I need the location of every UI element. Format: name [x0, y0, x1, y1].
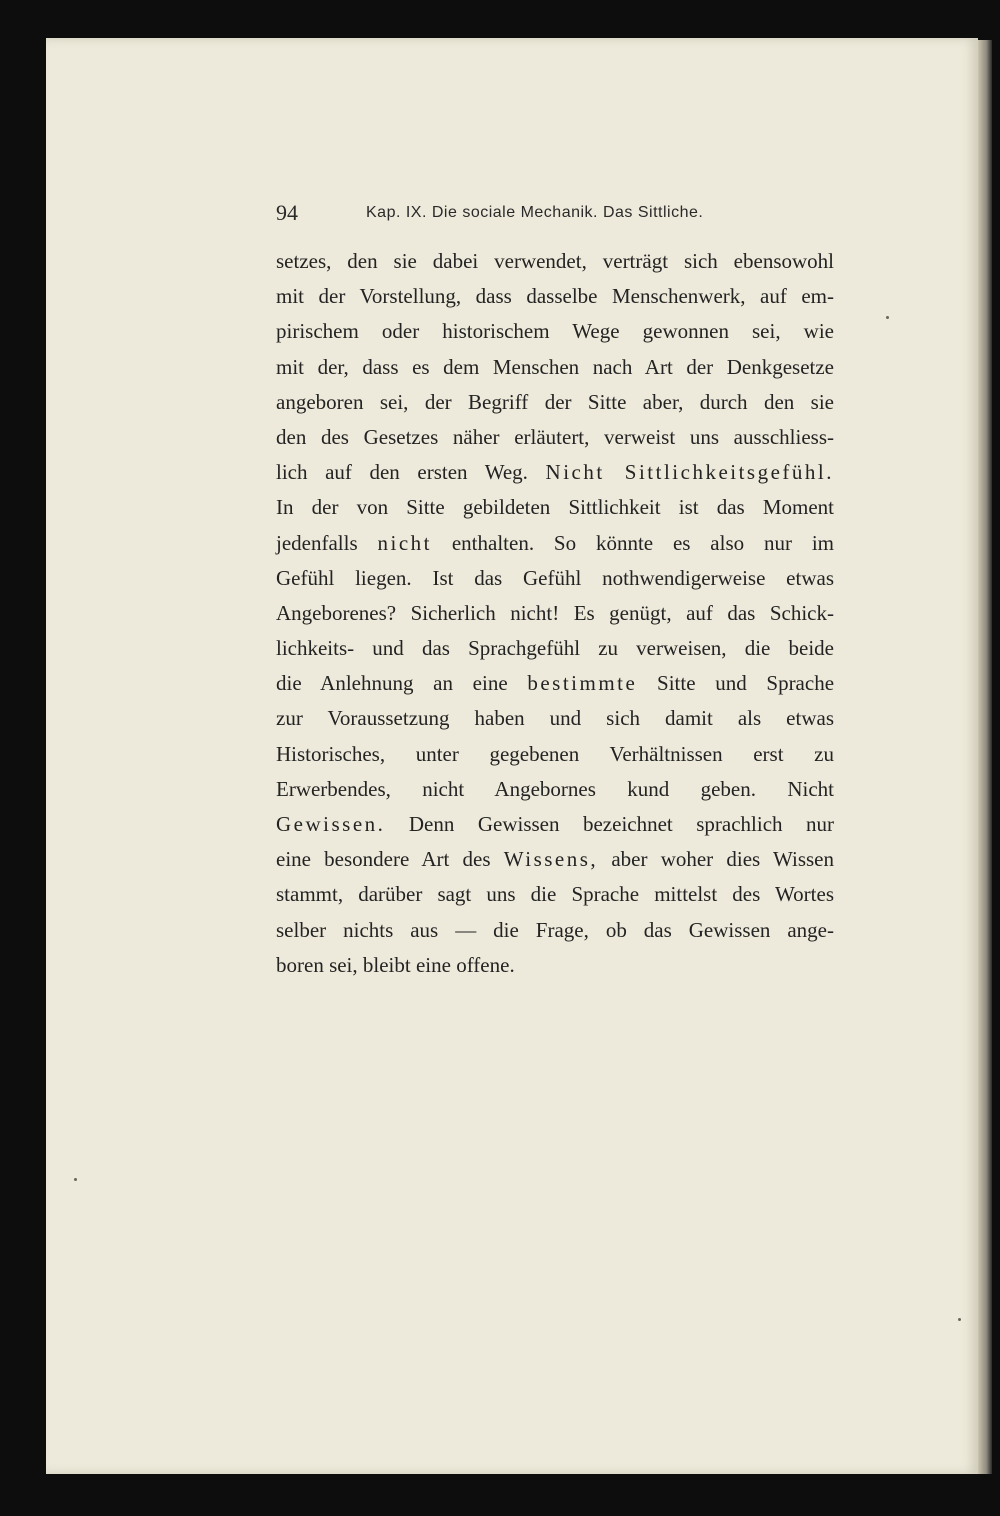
text-line: [276, 279, 834, 314]
emphasized-text: Wissens,: [503, 847, 599, 872]
line-text: Gefühl liegen. Ist das Gefühl nothwendigerweise etwas: [276, 565, 834, 590]
text-line: [276, 385, 834, 420]
paper-speck: [958, 1318, 961, 1321]
emphasized-text: Gewissen.: [276, 812, 386, 836]
emphasized-text: nicht: [377, 530, 432, 555]
text-line: [276, 526, 834, 561]
text-line: [276, 842, 834, 877]
line-text: lichkeits- und das Sprachgefühl zu verweisen, die beide: [276, 636, 834, 661]
text-line: [276, 666, 834, 701]
text-line: [276, 772, 834, 807]
text-line: [276, 350, 834, 385]
line-text: den des Gesetzes näher erläutert, verweist uns ausschliess-: [276, 424, 834, 449]
page-number: 94: [276, 200, 298, 225]
chapter-heading: Kap. IX. Die sociale Mechanik. Das Sittliche.: [366, 204, 704, 221]
text-line: [276, 455, 834, 490]
text-line: [276, 561, 834, 596]
text-line: [276, 314, 834, 349]
text-line: [276, 420, 834, 455]
paper-speck: [74, 1178, 77, 1181]
line-text: Denn Gewissen bezeichnet sprachlich nur: [408, 812, 835, 836]
line-text: die Anlehnung an eine: [276, 671, 508, 696]
line-text: selber nichts aus — die Frage, ob das Gewissen ange-: [276, 917, 834, 942]
line-text: setzes, den sie dabei verwendet, verträgt sich ebensowohl: [276, 249, 834, 273]
running-head: [276, 198, 836, 228]
line-text: Sitte und Sprache: [657, 671, 835, 696]
text-line: [276, 913, 834, 948]
line-text: lich auf den ersten Weg.: [276, 460, 528, 485]
line-text: boren sei, bleibt eine offene.: [276, 952, 515, 977]
text-line: [276, 948, 834, 983]
text-line: [276, 631, 834, 666]
line-text: Erwerbendes, nicht Angebornes kund geben. Nicht: [276, 776, 834, 801]
line-text: In der von Sitte gebildeten Sittlichkeit ist das Moment: [276, 495, 834, 520]
line-text: zur Voraussetzung haben und sich damit als etwas: [276, 706, 834, 731]
page-edge: [978, 40, 992, 1474]
line-text: enthalten. So könnte es also nur im: [451, 530, 835, 555]
text-line: [276, 807, 834, 842]
line-text: aber woher dies Wissen: [611, 847, 835, 872]
line-text: pirischem oder historischem Wege gewonnen sei, wie: [276, 319, 834, 344]
line-text: mit der, dass es dem Menschen nach Art der Denkgesetze: [276, 354, 834, 379]
text-line: [276, 877, 834, 912]
line-text: Historisches, unter gegebenen Verhältnissen erst zu: [276, 741, 834, 766]
text-line: [276, 737, 834, 772]
paper-speck: [886, 316, 889, 319]
emphasized-text: bestimmte: [527, 671, 638, 696]
line-text: Angeborenes? Sicherlich nicht! Es genügt, auf das Schick-: [276, 600, 834, 625]
emphasized-text: Nicht Sittlichkeitsgefühl.: [545, 460, 835, 485]
line-text: mit der Vorstellung, dass dasselbe Menschenwerk, auf em-: [276, 284, 834, 309]
line-text: angeboren sei, der Begriff der Sitte aber, durch den sie: [276, 389, 834, 414]
body-text: [276, 244, 834, 983]
line-text: jedenfalls: [276, 530, 358, 555]
text-line: [276, 701, 834, 736]
text-line: [276, 244, 834, 279]
text-line: [276, 490, 834, 525]
line-text: stammt, darüber sagt uns die Sprache mittelst des Wortes: [276, 882, 834, 907]
line-text: eine besondere Art des: [276, 847, 491, 872]
text-line: [276, 596, 834, 631]
